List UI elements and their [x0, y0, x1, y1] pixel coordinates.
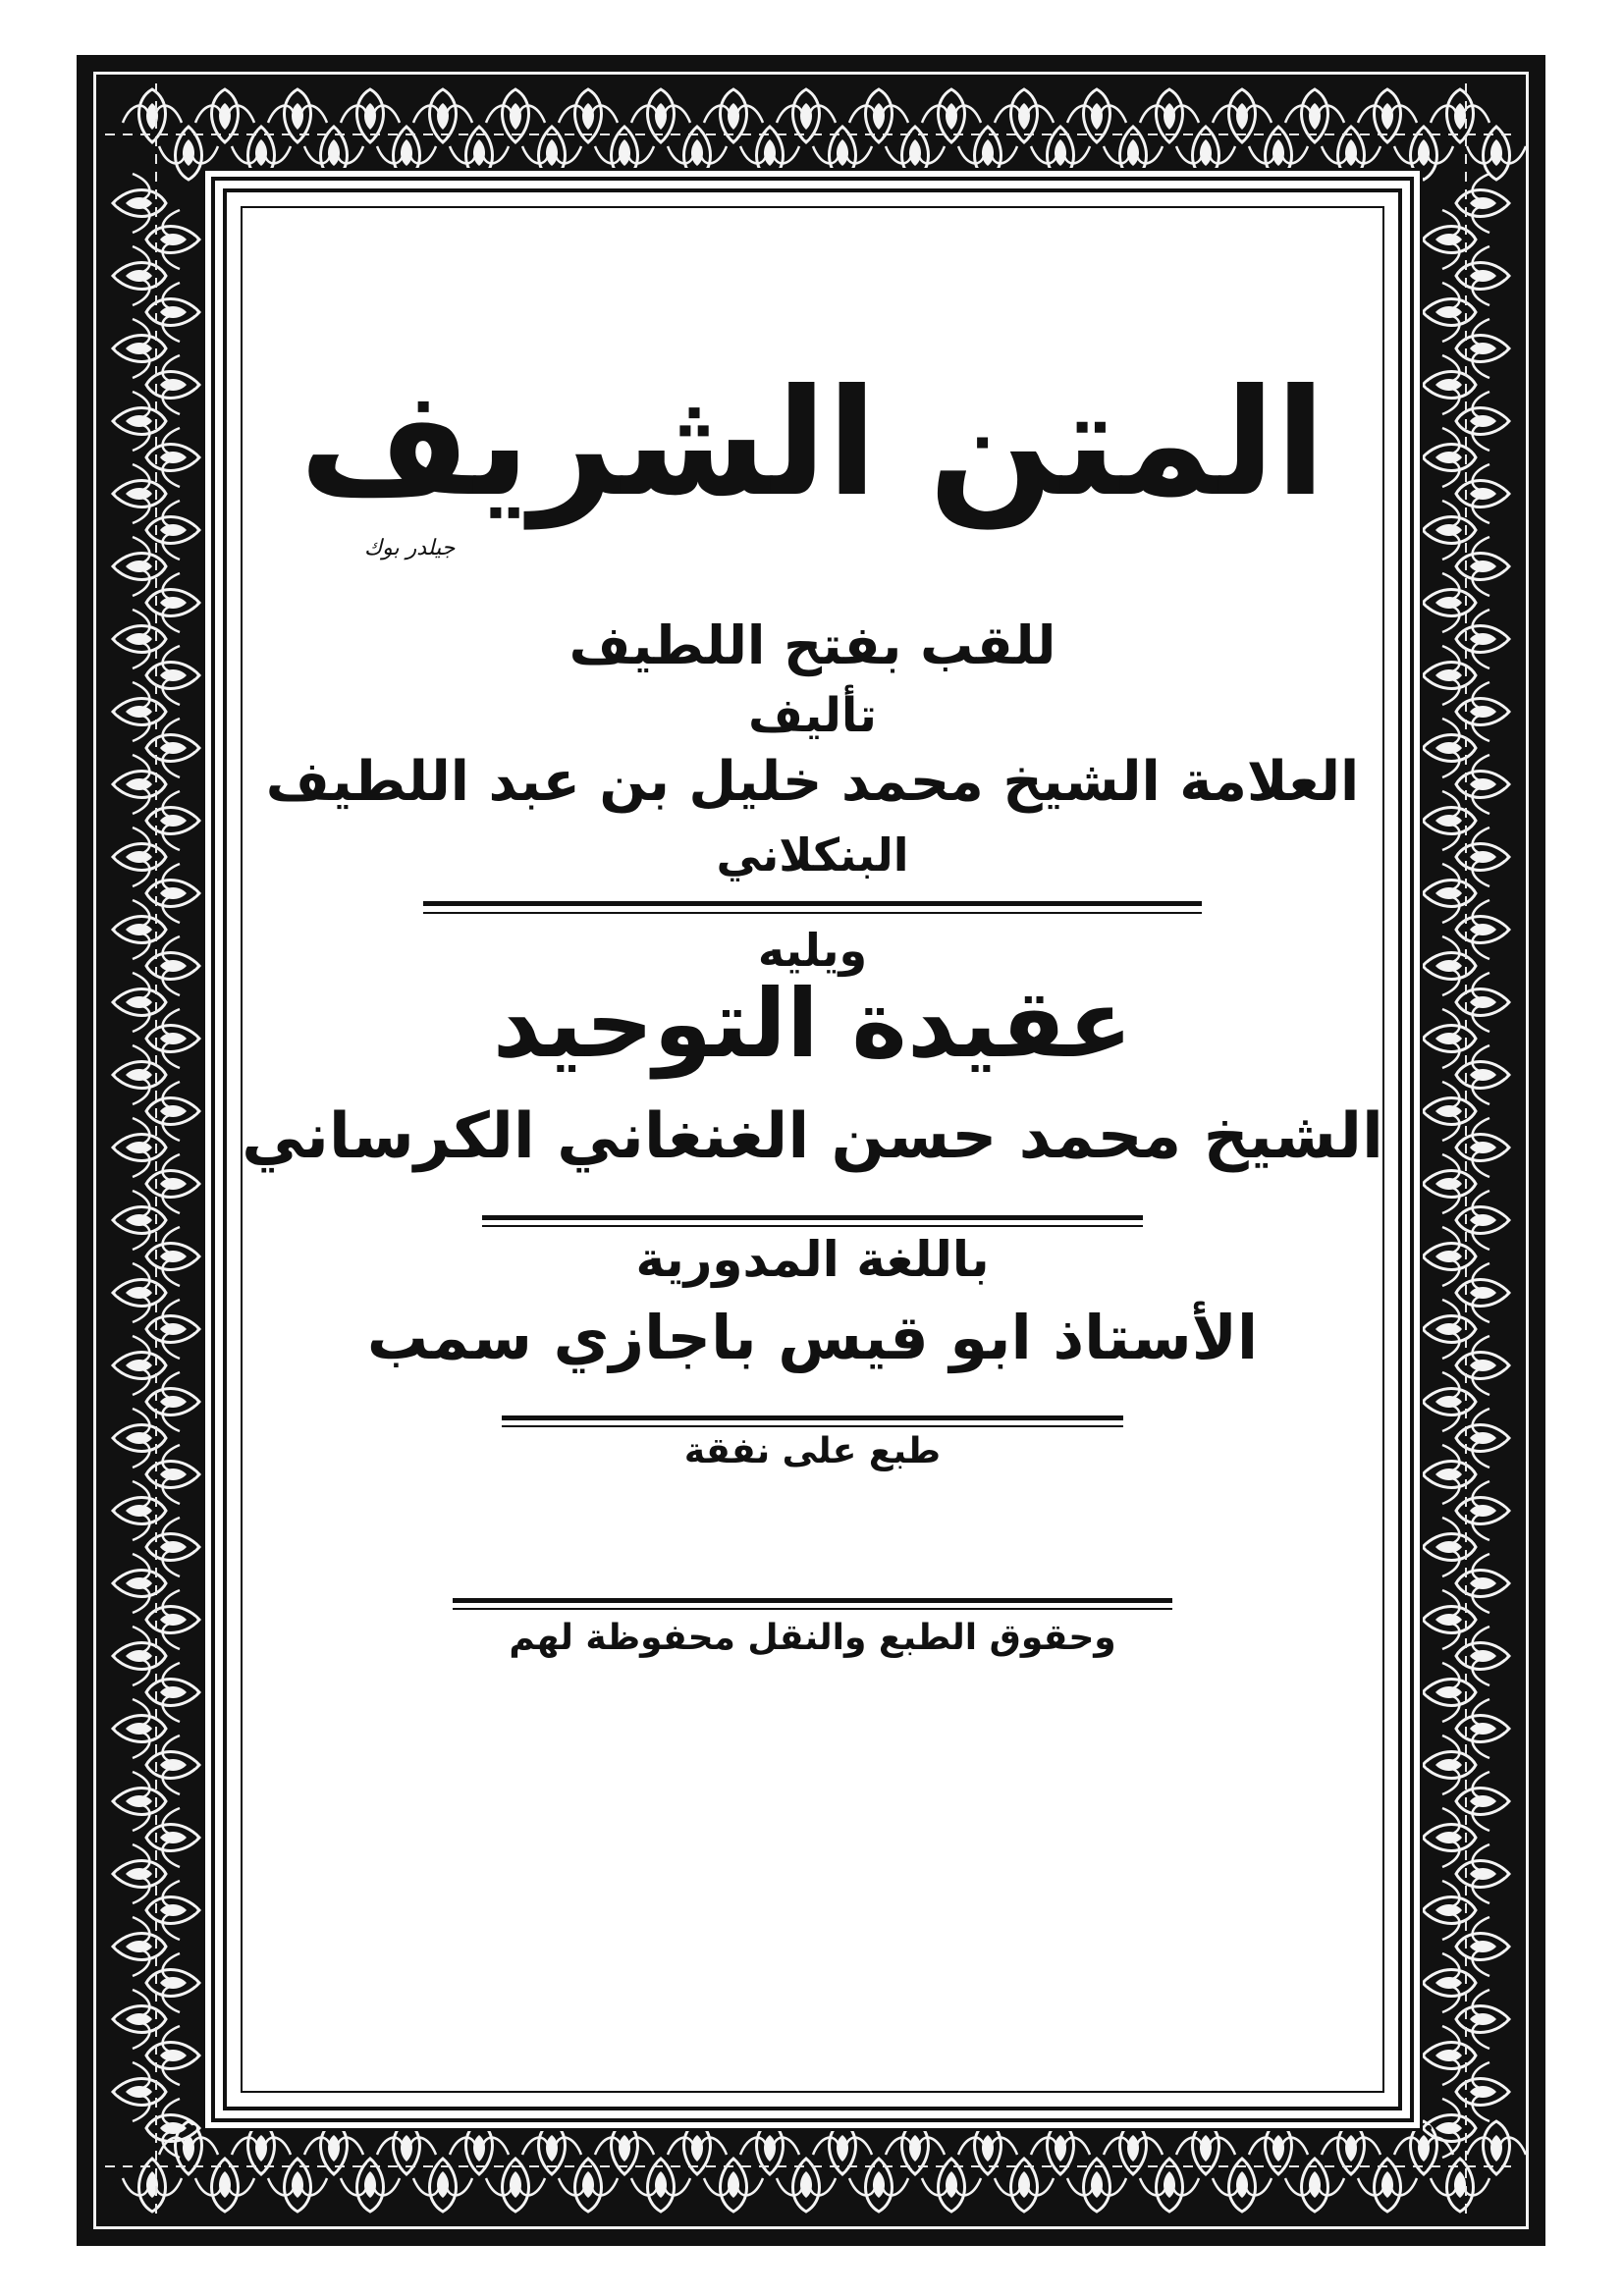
- author-name: العلامة الشيخ محمد خليل بن عبد اللطيف: [265, 750, 1360, 814]
- book-subtitle: للقب بفتح اللطيف: [568, 614, 1056, 676]
- arabesque-motif: [1423, 501, 1476, 560]
- arabesque-motif: [1423, 210, 1476, 269]
- arabesque-motif: [113, 1045, 166, 1104]
- book-title: المتن الشريف: [298, 358, 1326, 529]
- arabesque-motif: [1423, 864, 1476, 923]
- arabesque-motif: [113, 755, 166, 814]
- arabesque-motif: [1456, 1699, 1509, 1758]
- arabesque-motif: [1456, 682, 1509, 741]
- arabesque-motif: [146, 1154, 199, 1213]
- text-panel: [223, 188, 1402, 2110]
- arabesque-motif: [146, 210, 199, 269]
- arabesque-motif: [1456, 537, 1509, 596]
- arabesque-motif: [146, 1009, 199, 1068]
- arabesque-motif: [113, 1336, 166, 1395]
- arabesque-motif: [1423, 1445, 1476, 1504]
- arabesque-motif: [113, 1844, 166, 1903]
- divider-rule: [482, 1215, 1143, 1220]
- arabesque-motif: [195, 89, 254, 142]
- arabesque-motif: [1423, 791, 1476, 850]
- arabesque-motif: [1456, 1263, 1509, 1322]
- divider-rule: [423, 901, 1202, 906]
- arabesque-motif: [113, 1699, 166, 1758]
- arabesque-motif: [146, 283, 199, 342]
- arabesque-motif: [1456, 1191, 1509, 1250]
- arabesque-motif: [113, 610, 166, 668]
- arabesque-motif: [113, 1409, 166, 1468]
- arabesque-motif: [146, 719, 199, 777]
- arabesque-motif: [1456, 1772, 1509, 1831]
- authored-by-label: تأليف: [748, 688, 877, 743]
- arabesque-motif: [113, 1627, 166, 1685]
- arabesque-motif: [113, 1554, 166, 1613]
- arabesque-motif: [113, 1118, 166, 1177]
- arabesque-motif: [195, 2159, 254, 2212]
- arabesque-motif: [849, 89, 908, 142]
- arabesque-motif: [146, 646, 199, 705]
- arabesque-motif: [146, 501, 199, 560]
- arabesque-motif: [113, 1990, 166, 2049]
- arabesque-motif: [1423, 1590, 1476, 1649]
- arabesque-motif: [146, 1663, 199, 1722]
- arabesque-motif: [1423, 283, 1476, 342]
- arabesque-motif: [1423, 573, 1476, 632]
- arabesque-motif: [146, 864, 199, 923]
- arabesque-motif: [146, 355, 199, 414]
- arabesque-motif: [113, 319, 166, 378]
- arabesque-motif: [1423, 646, 1476, 705]
- arabesque-motif: [1456, 319, 1509, 378]
- divider-rule: [453, 1598, 1172, 1603]
- arabesque-motif: [146, 1881, 199, 1940]
- arabesque-motif: [1423, 1372, 1476, 1431]
- arabesque-motif: [1456, 900, 1509, 959]
- and-follows-label: ويليه: [757, 924, 868, 977]
- arabesque-motif: [1423, 719, 1476, 777]
- arabesque-motif: [1456, 464, 1509, 523]
- arabesque-motif: [1423, 936, 1476, 995]
- divider-rule: [482, 1225, 1143, 1227]
- arabesque-motif: [146, 791, 199, 850]
- arabesque-motif: [146, 1518, 199, 1576]
- arabesque-motif: [1423, 1881, 1476, 1940]
- arabesque-motif: [113, 1263, 166, 1322]
- arabesque-motif: [849, 2159, 908, 2212]
- arabesque-motif: [1423, 1808, 1476, 1867]
- arabesque-motif: [146, 428, 199, 487]
- arabesque-motif: [113, 2062, 166, 2121]
- second-work-title: عقيدة التوحيد: [492, 969, 1133, 1079]
- arabesque-motif: [146, 1082, 199, 1141]
- arabesque-motif: [1456, 1627, 1509, 1685]
- arabesque-motif: [146, 573, 199, 632]
- divider-rule: [502, 1415, 1123, 1420]
- arabesque-motif: [113, 828, 166, 886]
- arabesque-motif: [113, 1481, 166, 1540]
- arabesque-motif: [1456, 1990, 1509, 2049]
- arabesque-motif: [113, 1917, 166, 1976]
- arabesque-motif: [1456, 1336, 1509, 1395]
- arabesque-motif: [113, 1772, 166, 1831]
- arabesque-motif: [1456, 828, 1509, 886]
- arabesque-motif: [1423, 1082, 1476, 1141]
- arabesque-motif: [146, 1590, 199, 1649]
- arabesque-motif: [1456, 1844, 1509, 1903]
- arabesque-motif: [146, 1808, 199, 1867]
- arabesque-motif: [1423, 1953, 1476, 2012]
- arabesque-motif: [146, 2026, 199, 2085]
- arabesque-motif: [1423, 1518, 1476, 1576]
- arabesque-motif: [1423, 355, 1476, 414]
- translator-name: الأستاذ ابو قيس باجازي سمب: [366, 1302, 1259, 1373]
- arabesque-motif: [1456, 174, 1509, 233]
- rights-reserved-note: وحقوق الطبع والنقل محفوظة لهم: [509, 1618, 1116, 1658]
- arabesque-motif: [113, 1191, 166, 1250]
- arabesque-motif: [113, 174, 166, 233]
- arabesque-motif: [146, 1445, 199, 1504]
- arabesque-motif: [113, 246, 166, 305]
- arabesque-motif: [1456, 610, 1509, 668]
- arabesque-motif: [146, 1372, 199, 1431]
- divider-rule: [423, 912, 1202, 914]
- arabesque-motif: [146, 1953, 199, 2012]
- arabesque-motif: [113, 537, 166, 596]
- arabesque-motif: [113, 900, 166, 959]
- arabesque-motif: [1423, 1009, 1476, 1068]
- language-note: باللغة المدورية: [635, 1231, 990, 1288]
- printed-at-expense-note: طبع على نفقة: [683, 1431, 942, 1471]
- divider-rule: [453, 1608, 1172, 1610]
- arabesque-motif: [113, 392, 166, 451]
- arabesque-motif: [1456, 1554, 1509, 1613]
- title-small-mark: جيلدر بوك: [364, 536, 456, 561]
- arabesque-motif: [1456, 246, 1509, 305]
- arabesque-motif: [1423, 2026, 1476, 2085]
- author-nisba: البنكلاني: [716, 828, 909, 881]
- arabesque-motif: [1423, 1300, 1476, 1359]
- arabesque-motif: [1456, 755, 1509, 814]
- arabesque-motif: [113, 682, 166, 741]
- arabesque-motif: [1456, 1409, 1509, 1468]
- arabesque-motif: [1456, 1481, 1509, 1540]
- arabesque-motif: [146, 936, 199, 995]
- arabesque-motif: [1423, 1227, 1476, 1286]
- arabesque-motif: [146, 1735, 199, 1794]
- arabesque-motif: [146, 1300, 199, 1359]
- arabesque-motif: [1423, 1663, 1476, 1722]
- divider-rule: [502, 1425, 1123, 1427]
- arabesque-motif: [1423, 1154, 1476, 1213]
- arabesque-motif: [113, 973, 166, 1032]
- arabesque-motif: [1456, 392, 1509, 451]
- arabesque-motif: [1456, 1045, 1509, 1104]
- second-work-author: الشيخ محمد حسن الغنغاني الكرساني: [242, 1100, 1383, 1173]
- arabesque-motif: [113, 464, 166, 523]
- arabesque-motif: [1456, 2062, 1509, 2121]
- arabesque-motif: [1456, 1917, 1509, 1976]
- arabesque-motif: [146, 1227, 199, 1286]
- arabesque-motif: [1423, 1735, 1476, 1794]
- arabesque-motif: [1456, 1118, 1509, 1177]
- arabesque-motif: [1423, 428, 1476, 487]
- arabesque-motif: [1456, 973, 1509, 1032]
